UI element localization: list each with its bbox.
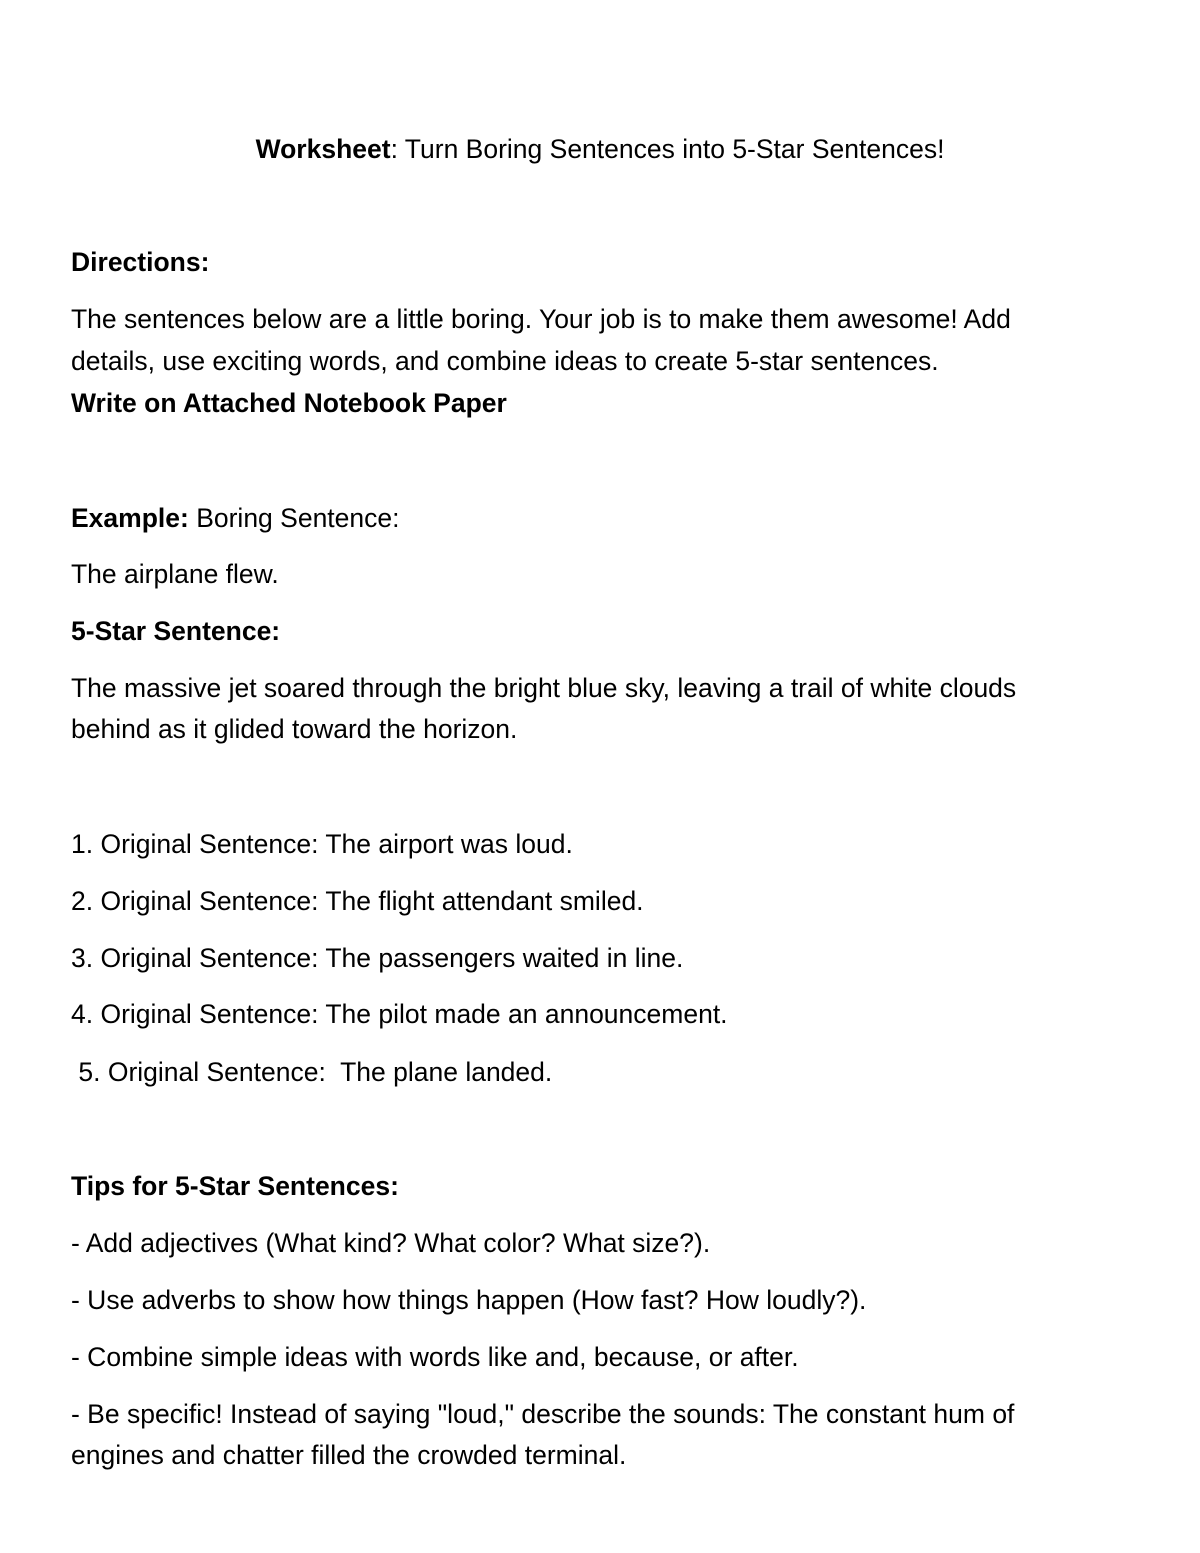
directions-line-1: The sentences below are a little boring. Your job is to make them awesome! Add [71,304,1011,334]
tip-item: - Combine simple ideas with words like and, because, or after. [71,1342,799,1372]
boring-label: Boring Sentence: [188,503,400,533]
sentence-item: 5. Original Sentence: The plane landed. [71,1057,553,1087]
tips-heading: Tips for 5-Star Sentences: [71,1171,399,1201]
directions-heading: Directions: [71,247,210,277]
tip-item: - Add adjectives (What kind? What color? What size?). [71,1228,711,1258]
sentence-item: 2. Original Sentence: The flight attendant smiled. [71,886,644,916]
page-title [0,133,1200,165]
tip-item: engines and chatter filled the crowded terminal. [71,1440,627,1470]
boring-sentence: The airplane flew. [71,559,279,589]
five-star-label: 5-Star Sentence: [71,616,281,646]
example-label: Example: [71,503,189,533]
title-rest: : Turn Boring Sentences into 5-Star Sentences! [390,134,945,164]
sentence-item: 1. Original Sentence: The airport was loud. [71,829,573,859]
five-star-line-2: behind as it glided toward the horizon. [71,714,518,744]
directions-line-2: details, use exciting words, and combine ideas to create 5-star sentences. [71,346,939,376]
directions-note: Write on Attached Notebook Paper [71,388,507,418]
title-bold: Worksheet [255,134,391,164]
example-heading [71,502,400,534]
five-star-line-1: The massive jet soared through the bright blue sky, leaving a trail of white clouds [71,673,1017,703]
sentence-item: 4. Original Sentence: The pilot made an announcement. [71,999,728,1029]
tip-item: - Use adverbs to show how things happen (How fast? How loudly?). [71,1285,867,1315]
tip-item: - Be specific! Instead of saying "loud," describe the sounds: The constant hum of [71,1399,1015,1429]
sentence-item: 3. Original Sentence: The passengers waited in line. [71,943,684,973]
